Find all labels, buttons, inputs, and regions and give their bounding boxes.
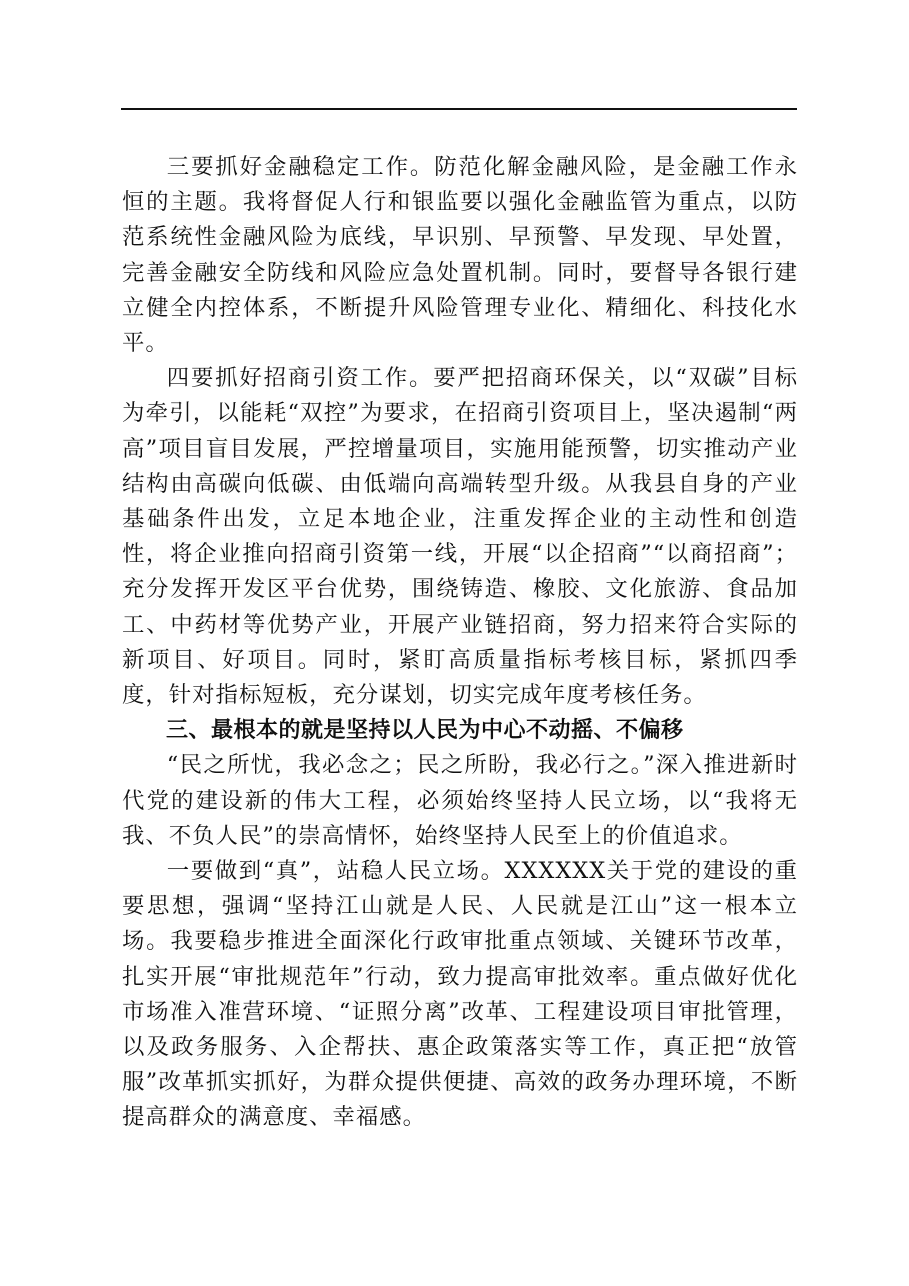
paragraph-financial-stability: 三要抓好金融稳定工作。防范化解金融风险，是金融工作永恒的主题。我将督促人行和银监要以强化金融监管为重点，以防范系统性金融风险为底线，早识别、早预警、早发现、早处置，完善金融安全防线和风险应急处置机制。同时，要督导各银行建立健全内控体系，不断提升风险管理专业化、精细化、科技化水平。 bbox=[122, 154, 798, 357]
document-body bbox=[122, 150, 798, 1136]
paragraph-people-stance-intro: “民之所忧，我必念之；民之所盼，我必行之。”深入推进新时代党的建设新的伟大工程，必须始终坚持人民立场，以“我将无我、不负人民”的崇高情怀，始终坚持人民至上的价值追求。 bbox=[122, 752, 798, 849]
paragraph-stand-with-people: 一要做到“真”，站稳人民立场。XXXXXX关于党的建设的重要思想，强调“坚持江山就是人民、人民就是江山”这一根本立场。我要稳步推进全面深化行政审批重点领域、关键环节改革，扎实开展“审批规范年”行动，致力提高审批效率。重点做好优化市场准入准营环境、“证照分离”改革、工程建设项目审批管理，以及政务服务、入企帮扶、惠企政策落实等工作，真正把“放管服”改革抓实抓好，为群众提供便捷、高效的政务办理环境，不断提高群众的满意度、幸福感。 bbox=[122, 858, 798, 1131]
paragraph-investment-attraction: 四要抓好招商引资工作。要严把招商环保关，以“双碳”目标为牵引，以能耗“双控”为要求，在招商引资项目上，坚决遏制“两高”项目盲目发展，严控增量项目，实施用能预警，切实推动产业结构由高碳向低碳、由低端向高端转型升级。从我县自身的产业基础条件出发，立足本地企业，注重发挥企业的主动性和创造性，将企业推向招商引资第一线，开展“以企招商”“以商招商”；充分发挥开发区平台优势，围绕铸造、橡胶、文化旅游、食品加工、中药材等优势产业，开展产业链招商，努力招来符合实际的新项目、好项目。同时，紧盯高质量指标考核目标，紧抓四季度，针对指标短板，充分谋划，切实完成年度考核任务。 bbox=[122, 365, 798, 709]
header-rule bbox=[121, 108, 797, 110]
section-heading-people-centered: 三、最根本的就是坚持以人民为中心不动摇、不偏移 bbox=[166, 718, 684, 744]
